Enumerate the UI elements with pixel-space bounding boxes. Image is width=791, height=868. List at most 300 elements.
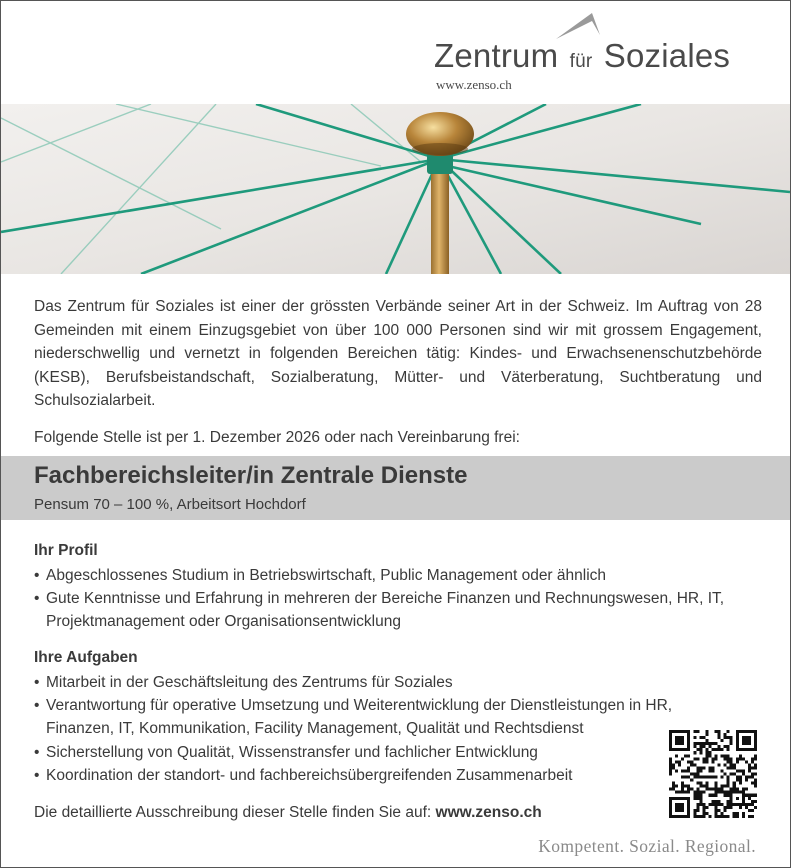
qr-module [739, 769, 742, 772]
qr-module [715, 748, 718, 751]
qr-module [724, 736, 727, 739]
qr-module [687, 776, 690, 779]
qr-module [736, 760, 739, 763]
qr-module [751, 776, 754, 779]
qr-module [751, 794, 754, 797]
qr-module [696, 748, 699, 751]
qr-module [705, 806, 708, 809]
qr-module [678, 760, 681, 763]
qr-module [721, 803, 724, 806]
qr-module [742, 788, 745, 791]
qr-module [739, 748, 742, 751]
qr-module [696, 815, 699, 818]
qr-module [748, 748, 751, 751]
qr-module [730, 763, 733, 766]
list-item: • Sicherstellung von Qualität, Wissenstransfer und fachlicher Entwicklung [34, 741, 734, 764]
qr-module [718, 815, 721, 818]
qr-module [675, 769, 678, 772]
qr-module [669, 812, 672, 815]
qr-module [715, 776, 718, 779]
qr-module [727, 803, 730, 806]
qr-module [705, 812, 708, 815]
qr-module [754, 806, 757, 809]
logo-word-fuer: für [569, 51, 593, 72]
qr-module [681, 736, 684, 739]
qr-module [739, 779, 742, 782]
qr-module [724, 785, 727, 788]
qr-module [745, 776, 748, 779]
list-item: • Verantwortung für operative Umsetzung und Weiterentwicklung der Dienstleistungen in HR, Finanzen, IT, Kommunikation, Facility Management, Qualität und Rechtsdienst [34, 694, 734, 740]
qr-module [687, 742, 690, 745]
qr-module [730, 791, 733, 794]
qr-module [669, 769, 672, 772]
qr-module [730, 766, 733, 769]
qr-module [669, 730, 672, 733]
qr-module [739, 803, 742, 806]
qr-module [724, 794, 727, 797]
qr-module [702, 806, 705, 809]
qr-module [693, 812, 696, 815]
qr-module [733, 791, 736, 794]
qr-module [675, 803, 678, 806]
qr-module [681, 815, 684, 818]
qr-module [684, 754, 687, 757]
qr-module [705, 757, 708, 760]
qr-module [748, 739, 751, 742]
qr-module [705, 754, 708, 757]
aufgaben-list [34, 671, 734, 787]
qr-module [742, 791, 745, 794]
qr-module [754, 739, 757, 742]
qr-module [669, 736, 672, 739]
aufgaben-heading: Ihre Aufgaben [34, 649, 138, 666]
qr-module [736, 769, 739, 772]
qr-module [699, 745, 702, 748]
qr-module [693, 776, 696, 779]
qr-module [733, 772, 736, 775]
qr-module [687, 748, 690, 751]
qr-module [715, 730, 718, 733]
qr-module [715, 791, 718, 794]
qr-module [687, 803, 690, 806]
qr-module [754, 742, 757, 745]
qr-module [751, 748, 754, 751]
qr-module [721, 776, 724, 779]
qr-module [739, 782, 742, 785]
qr-module [672, 782, 675, 785]
qr-module [705, 742, 708, 745]
qr-module [702, 803, 705, 806]
qr-module [736, 815, 739, 818]
qr-module [724, 791, 727, 794]
qr-module [748, 736, 751, 739]
qr-module [699, 785, 702, 788]
qr-code-icon[interactable] [669, 730, 757, 818]
qr-module [708, 803, 711, 806]
qr-module [702, 812, 705, 815]
qr-module [669, 757, 672, 760]
qr-module [736, 803, 739, 806]
qr-module [745, 788, 748, 791]
qr-module [742, 772, 745, 775]
qr-module [708, 742, 711, 745]
qr-module [708, 769, 711, 772]
lead-sentence: Folgende Stelle ist per 1. Dezember 2026 oder nach Vereinbarung frei: [34, 429, 520, 446]
qr-module [684, 797, 687, 800]
qr-module [681, 785, 684, 788]
qr-module [705, 748, 708, 751]
qr-module [702, 791, 705, 794]
qr-module [702, 742, 705, 745]
qr-module [751, 760, 754, 763]
qr-module [748, 815, 751, 818]
footer-text [34, 801, 542, 824]
qr-module [690, 779, 693, 782]
qr-module [751, 730, 754, 733]
qr-module [699, 797, 702, 800]
qr-module [748, 803, 751, 806]
qr-module [742, 748, 745, 751]
qr-module [672, 797, 675, 800]
qr-module [681, 788, 684, 791]
logo-word-zentrum: Zentrum [434, 37, 559, 74]
qr-module [721, 769, 724, 772]
qr-module [708, 794, 711, 797]
qr-module [718, 809, 721, 812]
qr-module [724, 772, 727, 775]
qr-module [718, 733, 721, 736]
qr-module [696, 769, 699, 772]
qr-module [715, 788, 718, 791]
qr-module [669, 806, 672, 809]
qr-module [681, 742, 684, 745]
qr-module [711, 794, 714, 797]
list-item: • Mitarbeit in der Geschäftsleitung des Zentrums für Soziales [34, 671, 734, 694]
qr-module [687, 785, 690, 788]
qr-module [675, 748, 678, 751]
qr-module [693, 730, 696, 733]
qr-module [684, 776, 687, 779]
qr-module [727, 748, 730, 751]
qr-module [702, 760, 705, 763]
qr-module [708, 751, 711, 754]
qr-module [745, 742, 748, 745]
aufgaben-section [34, 646, 734, 787]
qr-module [742, 812, 745, 815]
qr-module [745, 736, 748, 739]
qr-module [748, 742, 751, 745]
profil-heading: Ihr Profil [34, 542, 98, 559]
qr-module [715, 782, 718, 785]
qr-module [702, 766, 705, 769]
qr-module [721, 788, 724, 791]
qr-module [669, 742, 672, 745]
qr-module [711, 803, 714, 806]
qr-module [724, 745, 727, 748]
qr-module [690, 763, 693, 766]
qr-module [736, 779, 739, 782]
qr-module [669, 797, 672, 800]
qr-module [699, 736, 702, 739]
qr-module [711, 776, 714, 779]
qr-module [715, 742, 718, 745]
qr-module [742, 736, 745, 739]
job-subtitle: Pensum 70 – 100 %, Arbeitsort Hochdorf [34, 496, 306, 513]
qr-module [751, 782, 754, 785]
qr-module [687, 797, 690, 800]
qr-module [669, 745, 672, 748]
qr-module [745, 739, 748, 742]
qr-module [754, 772, 757, 775]
qr-module [699, 776, 702, 779]
qr-module [681, 809, 684, 812]
qr-module [693, 791, 696, 794]
qr-module [730, 797, 733, 800]
qr-module [730, 788, 733, 791]
qr-module [733, 788, 736, 791]
qr-module [693, 794, 696, 797]
qr-module [696, 788, 699, 791]
qr-module [684, 791, 687, 794]
qr-module [736, 730, 739, 733]
qr-module [687, 760, 690, 763]
qr-module [693, 797, 696, 800]
qr-module [718, 791, 721, 794]
qr-module [702, 776, 705, 779]
footer-link[interactable]: www.zenso.ch [435, 804, 542, 821]
qr-module [693, 772, 696, 775]
qr-module [718, 800, 721, 803]
qr-module [718, 745, 721, 748]
qr-module [687, 736, 690, 739]
qr-module [730, 757, 733, 760]
qr-module [675, 815, 678, 818]
qr-module [711, 742, 714, 745]
qr-module [742, 815, 745, 818]
qr-module [678, 736, 681, 739]
qr-module [696, 803, 699, 806]
qr-module [711, 800, 714, 803]
qr-module [675, 791, 678, 794]
qr-module [727, 754, 730, 757]
qr-module [733, 763, 736, 766]
qr-module [681, 776, 684, 779]
list-item: • Gute Kenntnisse und Erfahrung in mehreren der Bereiche Finanzen und Rechnungswesen, HR, IT, Projektmanagement oder Organisationsentwicklung [34, 587, 774, 633]
qr-module [724, 809, 727, 812]
qr-module [678, 748, 681, 751]
qr-module [715, 815, 718, 818]
logo-url[interactable]: www.zenso.ch [436, 77, 512, 92]
qr-module [705, 739, 708, 742]
qr-module [742, 739, 745, 742]
qr-module [675, 739, 678, 742]
qr-module [724, 815, 727, 818]
qr-module [705, 782, 708, 785]
qr-module [687, 745, 690, 748]
qr-module [718, 803, 721, 806]
qr-module [693, 757, 696, 760]
qr-module [727, 791, 730, 794]
qr-module [699, 766, 702, 769]
qr-module [708, 754, 711, 757]
qr-module [739, 757, 742, 760]
qr-module [739, 754, 742, 757]
qr-module [742, 803, 745, 806]
qr-module [751, 757, 754, 760]
qr-module [681, 803, 684, 806]
qr-module [681, 806, 684, 809]
qr-module [730, 803, 733, 806]
qr-module [739, 730, 742, 733]
qr-module [696, 794, 699, 797]
zenso-logo [434, 11, 734, 96]
qr-module [702, 815, 705, 818]
qr-module [699, 782, 702, 785]
qr-module [675, 736, 678, 739]
qr-module [742, 797, 745, 800]
qr-module [727, 745, 730, 748]
qr-module [718, 763, 721, 766]
qr-module [721, 812, 724, 815]
qr-module [754, 800, 757, 803]
qr-module [724, 757, 727, 760]
qr-module [736, 745, 739, 748]
logo-wordmark [434, 37, 730, 75]
qr-module [681, 782, 684, 785]
qr-module [699, 815, 702, 818]
qr-module [742, 800, 745, 803]
qr-module [690, 760, 693, 763]
qr-module [745, 794, 748, 797]
qr-module [754, 754, 757, 757]
qr-module [675, 730, 678, 733]
qr-module [748, 730, 751, 733]
qr-module [730, 742, 733, 745]
hero-image [1, 104, 790, 274]
qr-module [672, 788, 675, 791]
qr-module [669, 809, 672, 812]
qr-module [727, 766, 730, 769]
qr-module [681, 748, 684, 751]
qr-module [711, 757, 714, 760]
qr-module [754, 766, 757, 769]
qr-module [742, 794, 745, 797]
qr-module [669, 766, 672, 769]
qr-module [727, 800, 730, 803]
qr-module [715, 757, 718, 760]
qr-module [736, 788, 739, 791]
qr-module [736, 733, 739, 736]
qr-module [736, 748, 739, 751]
qr-module [736, 739, 739, 742]
qr-module [748, 797, 751, 800]
qr-module [748, 776, 751, 779]
qr-module [721, 815, 724, 818]
qr-module [684, 785, 687, 788]
qr-module [711, 769, 714, 772]
qr-module [705, 733, 708, 736]
qr-module [696, 809, 699, 812]
qr-module [736, 776, 739, 779]
qr-module [687, 800, 690, 803]
qr-module [699, 769, 702, 772]
qr-module [748, 809, 751, 812]
qr-module [693, 763, 696, 766]
qr-module [696, 797, 699, 800]
qr-module [681, 730, 684, 733]
qr-module [736, 797, 739, 800]
qr-module [669, 748, 672, 751]
qr-module [678, 791, 681, 794]
qr-module [684, 748, 687, 751]
qr-module [739, 776, 742, 779]
list-item: • Koordination der standort- und fachbereichsübergreifenden Zusammenarbeit [34, 764, 734, 787]
qr-module [687, 788, 690, 791]
qr-module [669, 788, 672, 791]
qr-module [745, 748, 748, 751]
qr-module [727, 730, 730, 733]
qr-module [669, 760, 672, 763]
qr-module [681, 797, 684, 800]
qr-module [675, 809, 678, 812]
qr-module [754, 748, 757, 751]
qr-module [708, 745, 711, 748]
qr-module [678, 803, 681, 806]
qr-module [718, 788, 721, 791]
qr-module [742, 757, 745, 760]
qr-module [702, 785, 705, 788]
qr-module [724, 733, 727, 736]
qr-module [748, 794, 751, 797]
qr-module [678, 809, 681, 812]
qr-module [693, 751, 696, 754]
qr-module [675, 797, 678, 800]
qr-module [733, 812, 736, 815]
qr-module [702, 809, 705, 812]
qr-module [745, 779, 748, 782]
qr-module [690, 772, 693, 775]
qr-module [684, 769, 687, 772]
qr-module [715, 754, 718, 757]
qr-module [705, 788, 708, 791]
qr-module [727, 776, 730, 779]
qr-module [754, 794, 757, 797]
qr-module [711, 760, 714, 763]
qr-module [669, 739, 672, 742]
qr-module [705, 785, 708, 788]
qr-module [696, 766, 699, 769]
qr-module [669, 763, 672, 766]
qr-module [690, 788, 693, 791]
qr-module [708, 776, 711, 779]
qr-module [727, 736, 730, 739]
qr-module [751, 800, 754, 803]
qr-module [705, 776, 708, 779]
qr-module [699, 751, 702, 754]
qr-module [702, 736, 705, 739]
qr-module [705, 730, 708, 733]
qr-module [672, 815, 675, 818]
qr-module [687, 733, 690, 736]
qr-module [675, 785, 678, 788]
qr-module [696, 782, 699, 785]
qr-module [708, 766, 711, 769]
qr-module [687, 769, 690, 772]
qr-module [745, 806, 748, 809]
qr-module [675, 806, 678, 809]
qr-module [727, 806, 730, 809]
qr-module [715, 806, 718, 809]
